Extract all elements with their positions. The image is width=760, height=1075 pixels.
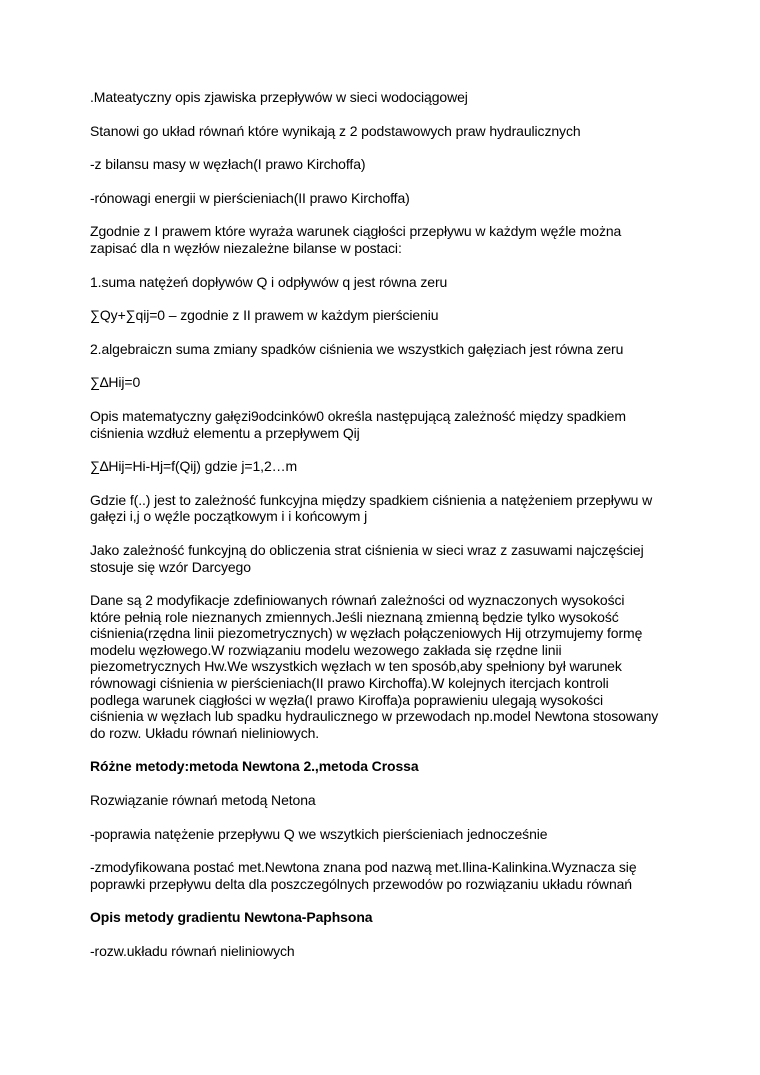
text-line: -rozw.układu równań nieliniowych xyxy=(90,943,295,959)
text-line: rόwnowagi ciśnienia w pierścieniach(II prawo Kirchoffa).W kolejnych itercjach kontroli xyxy=(90,675,609,692)
text-line: ∑Qy+∑qij=0 – zgodnie z II prawem w każdym pierścieniu xyxy=(90,307,439,324)
paragraph xyxy=(90,408,680,441)
text-line: Stanowi go układ równań które wynikają z 2 podstawowych praw hydraulicznych xyxy=(90,122,581,139)
section-heading xyxy=(90,909,680,926)
text-line: które pełnią role nieznanych zmiennych.Jeśli nieznaną zmienną będzie tylko wysokość xyxy=(90,608,619,625)
text-line: Dane są 2 modyfikacje zdefiniowanych równań zależności od wyznaczonych wysokości xyxy=(90,592,625,609)
text-line: ciśnienia(rzędna linii piezometrycznych) w węzłach połączeniowych Hij otrzymujemy formę xyxy=(90,625,643,642)
text-line: piezometrycznych Hw.We wszystkich węzłach w ten sposób,aby spełniony był warunek xyxy=(90,658,622,675)
paragraph xyxy=(90,190,680,207)
text-line: 1.suma natężeń dopływów Q i odpływów q jest równa zeru xyxy=(90,273,448,290)
text-line: -rónowagi energii w pierścieniach(II prawo Kirchoffa) xyxy=(90,189,410,206)
text-line: Opis matematyczny gałęzi9odcinków0 określa następującą zależność między spadkiem xyxy=(90,407,626,424)
section-heading xyxy=(90,758,680,775)
text-line: Rozwiązanie równań metodą Netona xyxy=(90,792,316,809)
paragraph xyxy=(90,374,680,391)
text-line: .Mateatyczny opis zjawiska przepływów w sieci wodociągowej xyxy=(90,89,468,105)
paragraph xyxy=(90,89,680,106)
text-line: ∑∆Hij=Hi-Hj=f(Qij) gdzie j=1,2…m xyxy=(90,458,298,475)
text-line: gałęzi i,j o węźle początkowym i i końcowym j xyxy=(90,508,368,525)
text-line: ciśnienia wzdłuż elementu a przepływem Qij xyxy=(90,424,360,441)
document-page xyxy=(90,89,680,977)
paragraph xyxy=(90,274,680,291)
paragraph xyxy=(90,223,680,256)
text-line: -poprawia natężenie przepływu Q we wszytkich pierścieniach jednocześnie xyxy=(90,825,548,842)
text-line: Różne metody:metoda Newtona 2.,metoda Crossa xyxy=(90,758,419,775)
text-line: modelu węzłowego.W rozwiązaniu modelu wezowego zakłada się rzędne linii xyxy=(90,641,562,658)
text-line: ciśnienia w węzłach lub spadku hydraulicznego w przewodach np.model Newtona stosowany xyxy=(90,708,659,725)
text-line: ∑∆Hij=0 xyxy=(90,374,141,391)
text-line: Gdzie f(..) jest to zależność funkcyjna między spadkiem ciśnienia a natężeniem przepływu w xyxy=(90,491,653,508)
paragraph xyxy=(90,458,680,475)
text-line: Jako zależność funkcyjną do obliczenia strat ciśnienia w sieci wraz z zasuwami najczęściej xyxy=(90,541,644,558)
paragraph xyxy=(90,592,680,741)
paragraph xyxy=(90,307,680,324)
paragraph xyxy=(90,542,680,575)
paragraph xyxy=(90,492,680,525)
text-line: -zmodyfikowana postać met.Newtona znana pod nazwą met.Ilina-Kalinkina.Wyznacza się xyxy=(90,859,637,876)
paragraph xyxy=(90,826,680,843)
text-line: stosuje się wzór Darcyego xyxy=(90,558,251,575)
text-line: Opis metody gradientu Newtona-Paphsona xyxy=(90,909,373,926)
text-line: -z bilansu masy w węzłach(I prawo Kirchoffa) xyxy=(90,156,366,173)
text-line: zapisać dla n węzłów niezależne bilanse w postaci: xyxy=(90,239,402,256)
text-line: poprawki przepływu delta dla poszczególnych przewodów po rozwiązaniu układu równań xyxy=(90,875,632,892)
paragraph xyxy=(90,792,680,809)
text-line: do rozw. Układu równań nieliniowych. xyxy=(90,724,320,741)
paragraph xyxy=(90,859,680,892)
paragraph xyxy=(90,341,680,358)
paragraph xyxy=(90,123,680,140)
text-line: podlega warunek ciągłości w węzła(I prawo Kiroffa)a poprawieniu ulegają wysokości xyxy=(90,691,604,708)
text-line: Zgodnie z I prawem które wyraża warunek ciągłości przepływu w każdym węźle można xyxy=(90,223,622,240)
text-line: 2.algebraiczn suma zmiany spadków ciśnienia we wszystkich gałęziach jest równa zeru xyxy=(90,340,624,357)
paragraph xyxy=(90,156,680,173)
paragraph xyxy=(90,943,680,960)
